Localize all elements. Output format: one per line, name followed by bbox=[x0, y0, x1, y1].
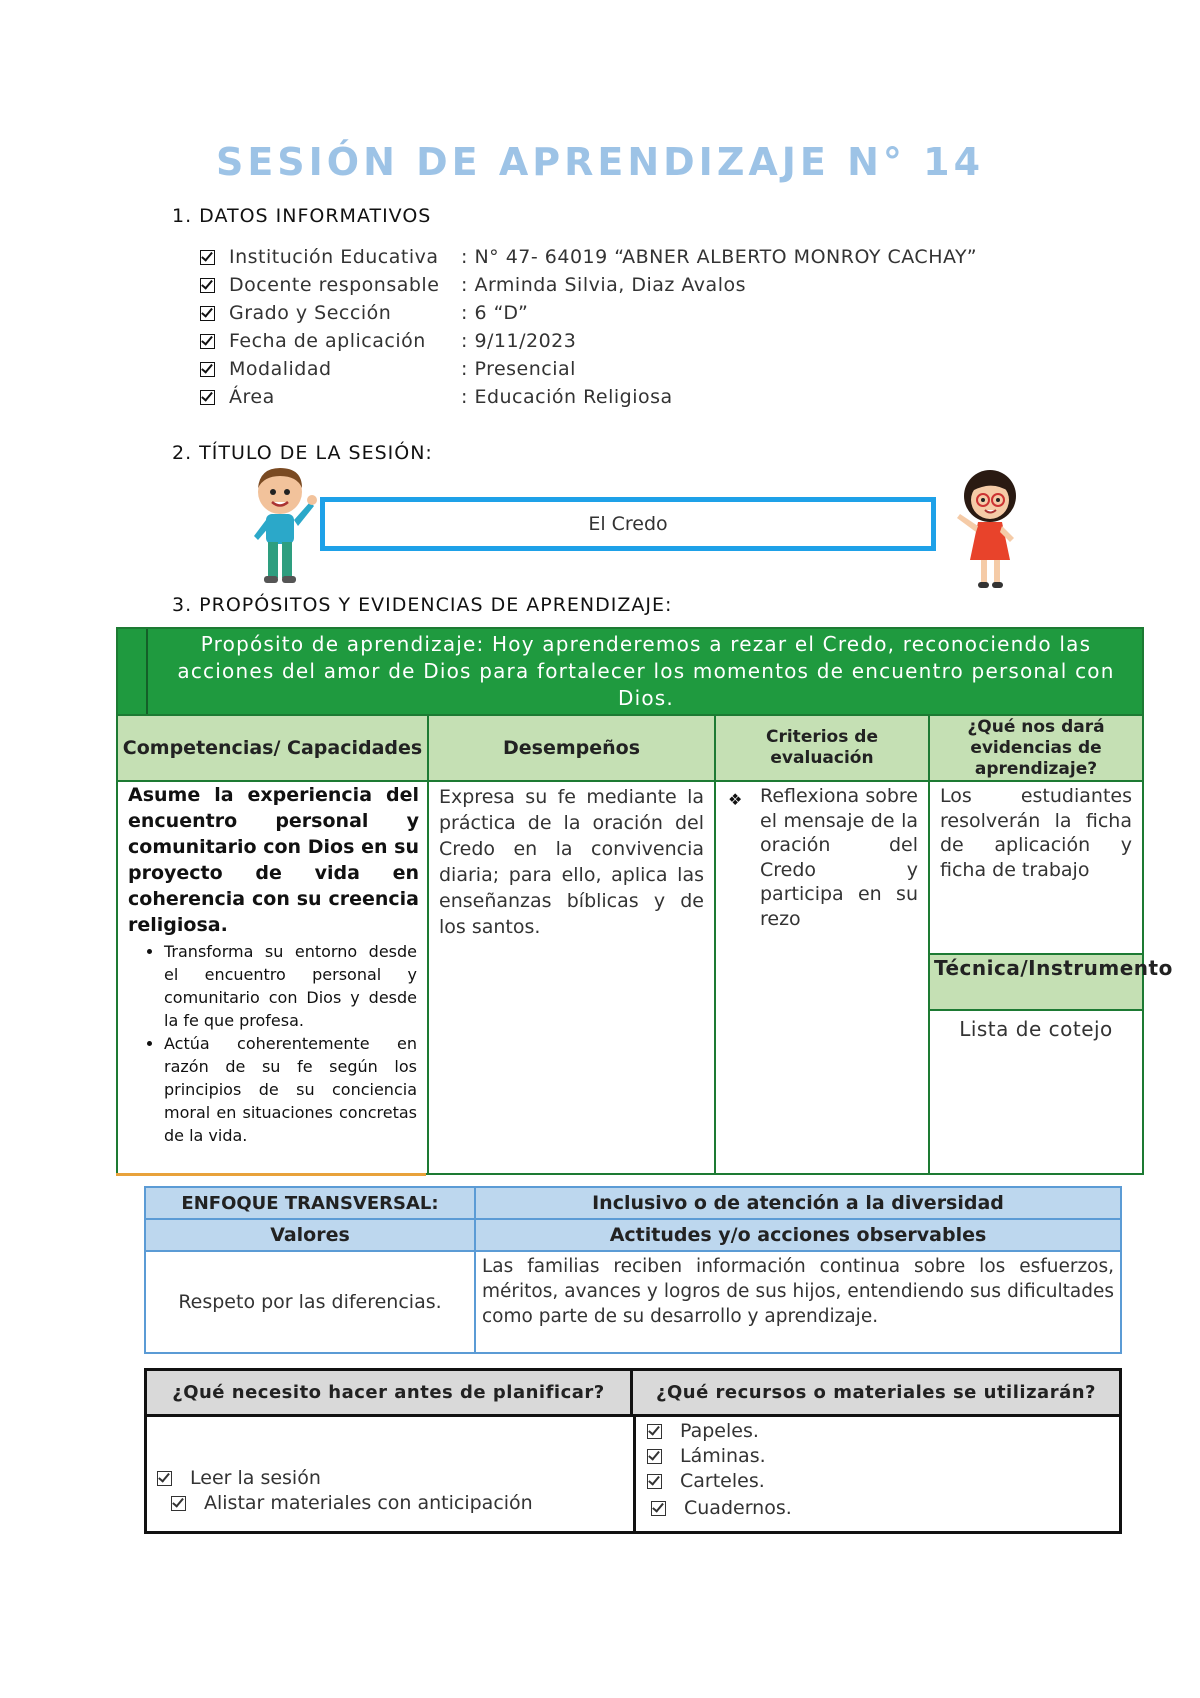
recurso-text: Cuadernos. bbox=[684, 1497, 792, 1519]
enfoque-name: Inclusivo o de atención a la diversidad bbox=[476, 1188, 1120, 1220]
capacidades-list bbox=[118, 940, 427, 1147]
girl-character-icon bbox=[948, 466, 1028, 596]
antes-header: ¿Qué necesito hacer antes de planificar? bbox=[147, 1371, 633, 1417]
planificacion-table bbox=[144, 1368, 1122, 1534]
checkbox-checked-icon bbox=[647, 1449, 662, 1464]
actitud-text: Las familias reciben información continua sobre los esfuerzos, méritos, avances y logros de sus hijos, entendiendo sus dificultades como parte de su desarrollo y aprendizaje. bbox=[482, 1256, 1114, 1327]
header-desempenos: Desempeños bbox=[429, 716, 716, 782]
purpose-side-cell bbox=[118, 629, 148, 714]
header-criterios: Criterios de evaluación bbox=[716, 716, 930, 782]
checkbox-checked-icon bbox=[200, 306, 215, 321]
desempeno-text: Expresa su fe mediante la práctica de la oración del Credo en la convivencia diaria; para ello, aplica las enseñanzas bíblicas y de los santos. bbox=[439, 786, 704, 938]
info-label: Institución Educativa bbox=[229, 246, 439, 268]
info-row bbox=[200, 355, 977, 383]
recurso-item bbox=[647, 1420, 759, 1442]
info-value: : 9/11/2023 bbox=[461, 330, 577, 352]
divider-line bbox=[116, 1173, 426, 1176]
recurso-text: Carteles. bbox=[680, 1470, 765, 1492]
tecnica-value: Lista de cotejo bbox=[959, 1017, 1113, 1041]
valores-header: Valores bbox=[146, 1220, 476, 1252]
recurso-item bbox=[647, 1470, 765, 1492]
checkbox-checked-icon bbox=[200, 390, 215, 405]
info-label: Fecha de aplicación bbox=[229, 330, 426, 352]
recurso-item bbox=[647, 1445, 766, 1467]
purpose-text: Propósito de aprendizaje: Hoy aprenderemos a rezar el Credo, reconociendo las acciones del amor de Dios para fortalecer los momentos de encuentro personal con Dios. bbox=[177, 632, 1115, 710]
criterio-item bbox=[716, 782, 928, 931]
checkbox-checked-icon bbox=[157, 1471, 172, 1486]
checkbox-checked-icon bbox=[647, 1424, 662, 1439]
info-row bbox=[200, 243, 977, 271]
purpose-row bbox=[118, 629, 1142, 716]
checkbox-checked-icon bbox=[647, 1474, 662, 1489]
capacidad-item: • Transforma su entorno desde el encuentro personal y comunitario con Dios y desde la fe que profesa. bbox=[164, 940, 417, 1032]
session-title-box bbox=[320, 497, 936, 551]
session-title: El Credo bbox=[588, 513, 668, 535]
diamond-bullet-icon: ❖ bbox=[728, 790, 743, 809]
desempeno-cell bbox=[429, 782, 716, 1173]
section-propositos-heading: 3. PROPÓSITOS Y EVIDENCIAS DE APRENDIZAJE: bbox=[172, 594, 673, 616]
info-row bbox=[200, 327, 977, 355]
checkbox-checked-icon bbox=[200, 334, 215, 349]
recursos-header: ¿Qué recursos o materiales se utilizarán? bbox=[633, 1371, 1119, 1417]
evidencia-text: Los estudiantes resolverán la ficha de aplicación y ficha de trabajo bbox=[940, 785, 1132, 881]
info-row bbox=[200, 271, 977, 299]
checkbox-checked-icon bbox=[200, 250, 215, 265]
info-list bbox=[200, 243, 977, 411]
recurso-text: Papeles. bbox=[680, 1420, 759, 1442]
antes-item bbox=[171, 1492, 533, 1514]
info-value: : Educación Religiosa bbox=[461, 386, 673, 408]
info-value: : 6 “D” bbox=[461, 302, 529, 324]
header-evidencias: ¿Qué nos dará evidencias de aprendizaje? bbox=[930, 716, 1142, 782]
valor-text: Respeto por las diferencias. bbox=[146, 1252, 476, 1352]
section-datos-heading: 1. DATOS INFORMATIVOS bbox=[172, 205, 432, 227]
competencias-cell bbox=[118, 782, 429, 1173]
column-divider bbox=[633, 1417, 636, 1531]
header-competencias: Competencias/ Capacidades bbox=[118, 716, 429, 782]
enfoque-table bbox=[144, 1186, 1122, 1354]
antes-item-text: Alistar materiales con anticipación bbox=[204, 1492, 533, 1514]
info-row bbox=[200, 299, 977, 327]
tecnica-header: Técnica/Instrumento bbox=[930, 953, 1142, 1011]
criterio-text: Reflexiona sobre el mensaje de la oración del Credo y participa en su rezo bbox=[760, 785, 918, 930]
page-title: SESIÓN DE APRENDIZAJE N° 14 bbox=[215, 140, 985, 184]
recurso-item bbox=[651, 1497, 792, 1519]
info-label: Modalidad bbox=[229, 358, 332, 380]
checkbox-checked-icon bbox=[171, 1496, 186, 1511]
enfoque-label: ENFOQUE TRANSVERSAL: bbox=[146, 1188, 476, 1220]
boy-character-icon bbox=[242, 462, 324, 592]
competencia-text: Asume la experiencia del encuentro personal y comunitario con Dios en su proyecto de vida en coherencia con su creencia religiosa. bbox=[128, 784, 419, 936]
section-titulo-heading: 2. TÍTULO DE LA SESIÓN: bbox=[172, 442, 433, 464]
info-value: : N° 47- 64019 “ABNER ALBERTO MONROY CACHAY” bbox=[461, 246, 978, 268]
capacidad-item: • Actúa coherentemente en razón de su fe según los principios de su conciencia moral en situaciones concretas de la vida. bbox=[164, 1032, 417, 1147]
antes-item bbox=[157, 1467, 321, 1489]
info-label: Área bbox=[229, 386, 275, 408]
info-label: Grado y Sección bbox=[229, 302, 392, 324]
actitudes-header: Actitudes y/o acciones observables bbox=[476, 1220, 1120, 1252]
checkbox-checked-icon bbox=[200, 278, 215, 293]
info-label: Docente responsable bbox=[229, 274, 440, 296]
info-value: : Arminda Silvia, Diaz Avalos bbox=[461, 274, 746, 296]
propositos-table bbox=[116, 627, 1173, 1175]
criterio-cell bbox=[716, 782, 930, 1173]
recurso-text: Láminas. bbox=[680, 1445, 766, 1467]
antes-item-text: Leer la sesión bbox=[190, 1467, 321, 1489]
checkbox-checked-icon bbox=[200, 362, 215, 377]
info-row bbox=[200, 383, 977, 411]
checkbox-checked-icon bbox=[651, 1501, 666, 1516]
info-value: : Presencial bbox=[461, 358, 576, 380]
